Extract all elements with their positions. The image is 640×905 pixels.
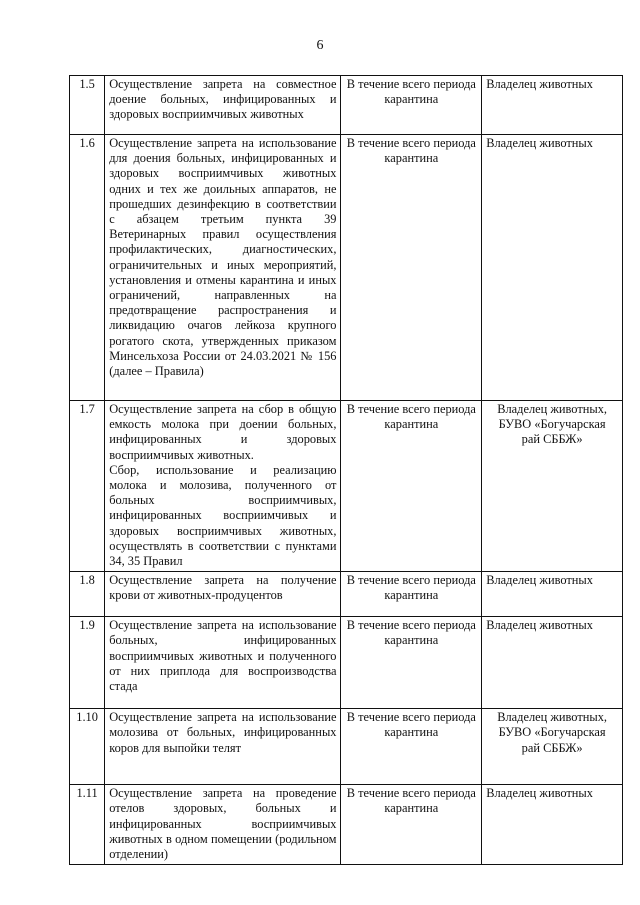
table-row (70, 135, 623, 401)
measure-responsible: Владелец животных (482, 572, 623, 617)
row-number: 1.7 (70, 401, 105, 572)
table-row (70, 617, 623, 709)
measure-description: Осуществление запрета на совместное доение больных, инфицированных и здоровых восприимчивых животных (105, 76, 341, 135)
row-number: 1.11 (70, 785, 105, 865)
measure-responsible: Владелец животных (482, 617, 623, 709)
page-number: 6 (316, 38, 324, 53)
measure-period: В течение всего периода карантина (341, 617, 482, 709)
measure-period: В течение всего периода карантина (341, 135, 482, 401)
row-number: 1.8 (70, 572, 105, 617)
measure-responsible: Владелец животных (482, 76, 623, 135)
measure-period: В течение всего периода карантина (341, 785, 482, 865)
table-row (70, 401, 623, 572)
table-row (70, 785, 623, 865)
measure-responsible: Владелец животных (482, 135, 623, 401)
measure-description: Осуществление запрета на использование молозива от больных, инфицированных коров для выпойки телят (105, 709, 341, 785)
measure-period: В течение всего периода карантина (341, 572, 482, 617)
row-number: 1.10 (70, 709, 105, 785)
measure-description: Осуществление запрета на использование больных, инфицированных восприимчивых животных и полученного от них приплода для воспроизводства стада (105, 617, 341, 709)
row-number: 1.9 (70, 617, 105, 709)
measure-description: Осуществление запрета на проведение отелов здоровых, больных и инфицированных восприимчивых животных в одном помещении (родильном отделении) (105, 785, 341, 865)
row-number: 1.6 (70, 135, 105, 401)
measure-responsible: Владелец животных (482, 785, 623, 865)
measures-table (69, 75, 623, 865)
measure-responsible: Владелец животных, БУВО «Богучарская рай СББЖ» (482, 709, 623, 785)
row-number: 1.5 (70, 76, 105, 135)
measure-description: Осуществление запрета на сбор в общую емкость молока при доении больных, инфицированных и здоровых восприимчивых животных. Сбор, использование и реализацию молока и молозива, полученного от больных восприимчивых, инфицированных восприимчивых и здоровых восприимчивых животных, осуществлять в соответствии с пунктами 34, 35 Правил (105, 401, 341, 572)
measure-period: В течение всего периода карантина (341, 76, 482, 135)
table-row (70, 709, 623, 785)
measure-period: В течение всего периода карантина (341, 401, 482, 572)
measure-description: Осуществление запрета на использование для доения больных, инфицированных и здоровых восприимчивых животных одних и тех же доильных аппаратов, не прошедших дезинфекцию в соответствии с абзацем третьим пункта 39 Ветеринарных правил осуществления профилактических, диагностических, ограничительных и иных мероприятий, установления и отмены карантина и иных ограничений, направленных на предотвращение распространения и ликвидацию очагов лейкоза крупного рогатого скота, утвержденных приказом Минсельхоза России от 24.03.2021 № 156 (далее – Правила) (105, 135, 341, 401)
measure-responsible: Владелец животных, БУВО «Богучарская рай СББЖ» (482, 401, 623, 572)
table-row (70, 76, 623, 135)
measure-period: В течение всего периода карантина (341, 709, 482, 785)
measure-description: Осуществление запрета на получение крови от животных-продуцентов (105, 572, 341, 617)
table-row (70, 572, 623, 617)
